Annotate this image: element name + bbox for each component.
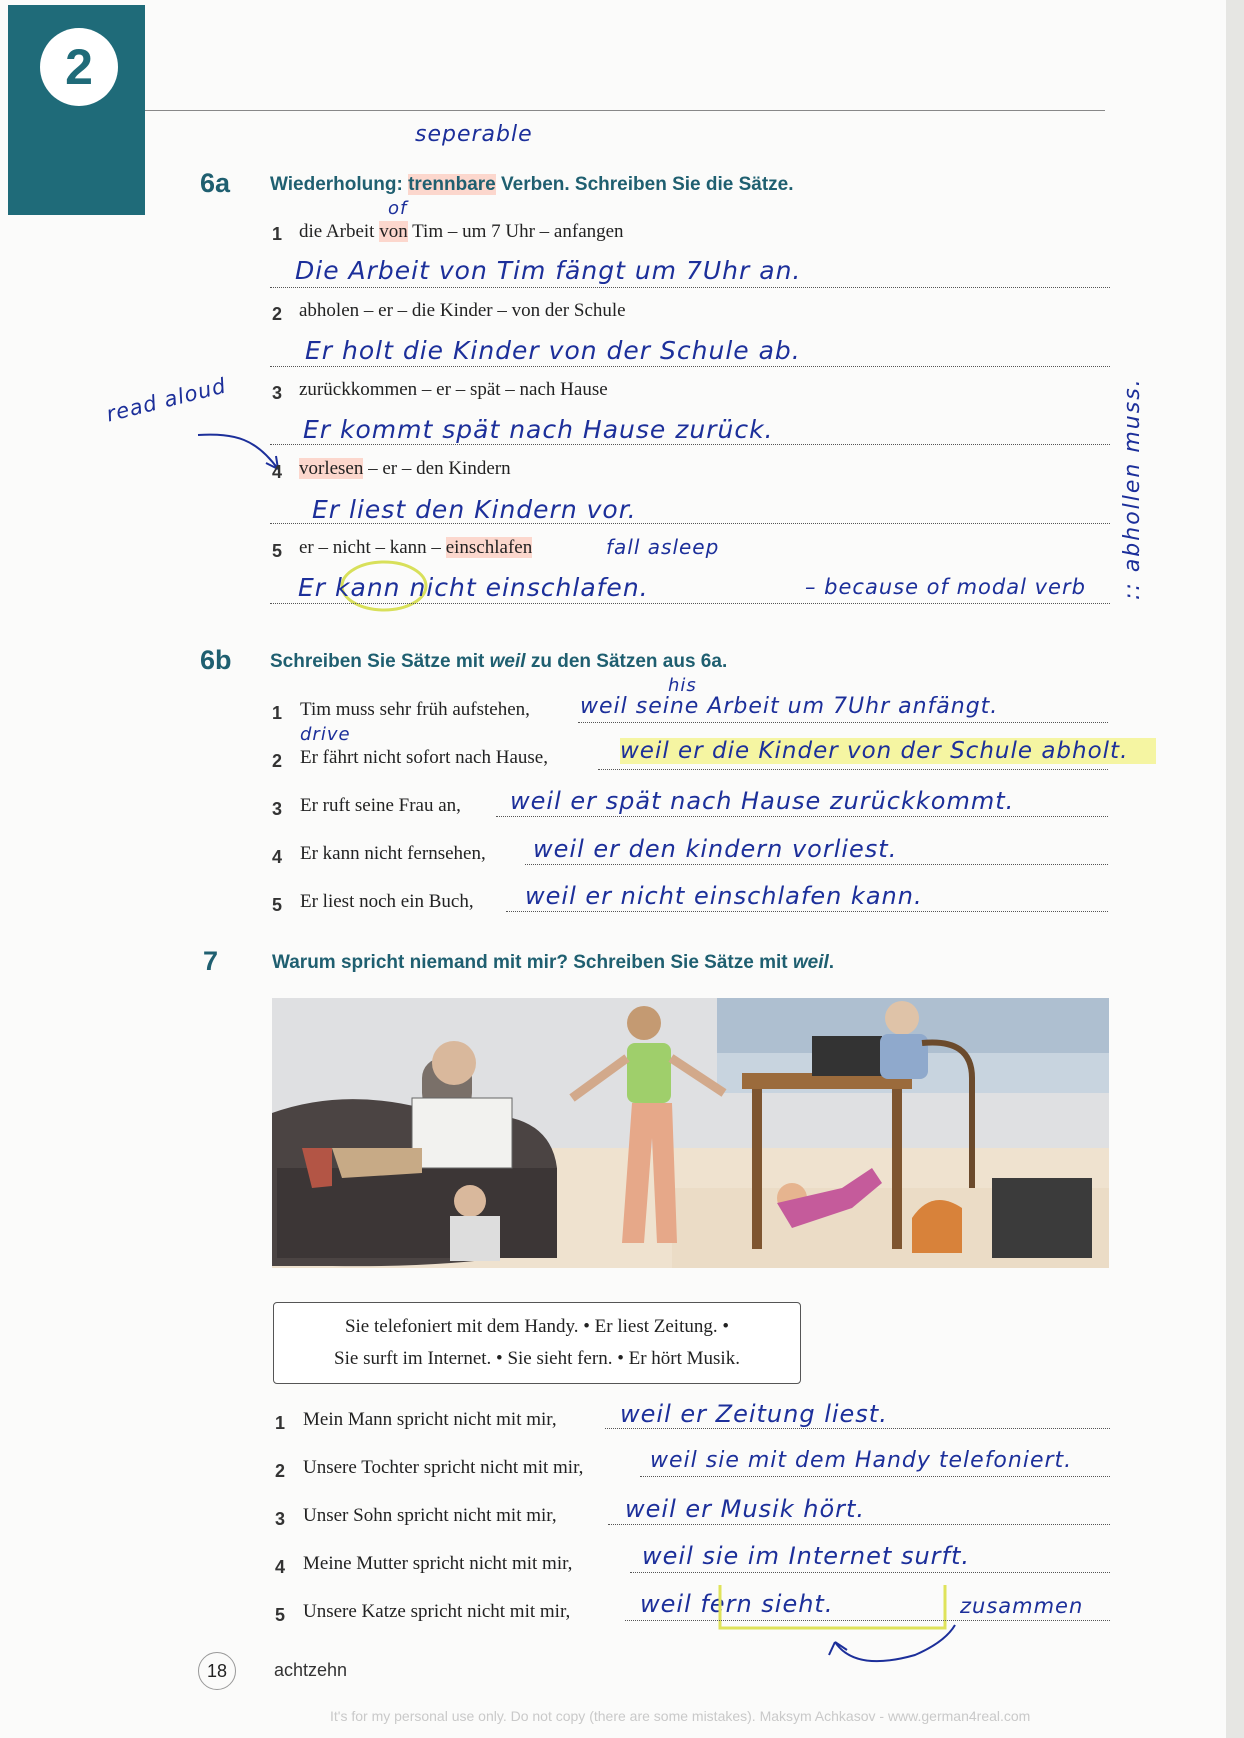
answer-6a-1: Die Arbeit von Tim fängt um 7Uhr an. (295, 256, 802, 285)
item-number: 3 (272, 383, 283, 403)
answer-line (640, 1476, 1110, 1477)
prompt-text: die Arbeit (299, 221, 380, 242)
answer-7-3: weil er Musik hört. (625, 1495, 866, 1523)
item-number: 1 (272, 703, 283, 723)
answer-line (270, 366, 1110, 367)
exercise-6b-label: 6b (200, 645, 232, 675)
item-number: 5 (275, 1605, 286, 1625)
answer-6b-5: weil er nicht einschlafen kann. (525, 882, 923, 910)
watermark: It's for my personal use only. Do not copy (there are some mistakes). Maksym Achkasov - www.german4real.com (330, 1708, 1031, 1724)
annotation-read-aloud: read aloud (103, 373, 229, 427)
annotation-seperable: seperable (415, 122, 533, 147)
page-number-word: achtzehn (274, 1660, 348, 1680)
answer-7-4: weil sie im Internet surft. (642, 1542, 971, 1570)
prompt-highlight: einschlafen (445, 537, 533, 558)
item-number: 2 (275, 1461, 286, 1481)
heading-text: Verben. Schreiben Sie die Sätze. (495, 174, 794, 195)
prompt-7-1: Mein Mann spricht nicht mit mir, (303, 1409, 557, 1430)
heading-highlight: trennbare (408, 174, 496, 195)
item-number: 2 (272, 304, 283, 324)
page-number: 18 (198, 1652, 236, 1690)
annotation-fall-asleep: fall asleep (606, 535, 720, 559)
answer-6a-2: Er holt die Kinder von der Schule ab. (305, 336, 801, 365)
answer-line (625, 1620, 1110, 1621)
item-number: 3 (272, 799, 283, 819)
heading-emphasis: weil (792, 952, 829, 973)
chapter-number: 2 (40, 28, 118, 106)
prompt-6a-2: abholen – er – die Kinder – von der Schule (299, 300, 626, 321)
word-box-line: Sie surft im Internet. • Sie sieht fern. • Er hört Musik. (334, 1348, 740, 1369)
answer-6b-1: weil seine Arbeit um 7Uhr anfängt. (580, 694, 999, 719)
answer-6a-3: Er kommt spät nach Hause zurück. (303, 415, 774, 444)
item-number: 5 (272, 541, 283, 561)
answer-7-1: weil er Zeitung liest. (620, 1400, 888, 1428)
answer-6b-4: weil er den kindern vorliest. (533, 835, 898, 863)
answer-line (496, 816, 1108, 817)
exercise-7-label: 7 (203, 946, 219, 976)
heading-text: . (828, 952, 835, 973)
item-number: 4 (275, 1557, 286, 1577)
item-number: 5 (272, 895, 283, 915)
answer-line (598, 769, 1108, 770)
prompt-6b-1: Tim muss sehr früh aufstehen, (300, 699, 530, 720)
prompt-text: – er – den Kindern (363, 458, 511, 479)
answer-line (605, 1428, 1110, 1429)
answer-line (270, 444, 1110, 445)
answer-6a-4: Er liest den Kindern vor. (312, 495, 637, 524)
exercise-6b-heading (270, 651, 727, 673)
heading-text: Warum spricht niemand mit mir? Schreiben Sie Sätze mit (272, 952, 793, 973)
prompt-7-5: Unsere Katze spricht nicht mit mir, (303, 1601, 571, 1622)
answer-6b-2: weil er die Kinder von der Schule abholt. (620, 738, 1156, 764)
answer-7-5: weil fern sieht. (640, 1590, 834, 1618)
item-number: 1 (272, 224, 283, 244)
prompt-6b-5: Er liest noch ein Buch, (300, 891, 474, 912)
heading-emphasis: weil (489, 651, 526, 672)
word-box (273, 1302, 801, 1384)
answer-line (630, 1572, 1110, 1573)
heading-text: Schreiben Sie Sätze mit (270, 651, 490, 672)
prompt-6b-4: Er kann nicht fernsehen, (300, 843, 486, 864)
answer-7-2: weil sie mit dem Handy telefoniert. (650, 1448, 1073, 1473)
prompt-6b-3: Er ruft seine Frau an, (300, 795, 461, 816)
answer-line (270, 603, 1110, 604)
prompt-6b-2: Er fährt nicht sofort nach Hause, (300, 747, 548, 768)
heading-text: Wiederholung: (270, 174, 409, 195)
item-number: 3 (275, 1509, 286, 1529)
item-number: 4 (272, 462, 283, 482)
annotation-modal-verb: – because of modal verb (805, 575, 1086, 599)
answer-line (506, 911, 1108, 912)
answer-line (525, 864, 1108, 865)
prompt-7-3: Unser Sohn spricht nicht mit mir, (303, 1505, 557, 1526)
annotation-of: of (388, 198, 408, 219)
answer-line (270, 523, 1110, 524)
answer-6a-5: Er kann nicht einschlafen. (298, 573, 649, 602)
prompt-text: Tim – um 7 Uhr – anfangen (407, 221, 624, 242)
item-number: 1 (275, 1413, 286, 1433)
prompt-6a-4 (299, 458, 511, 480)
annotation-zusammen: zusammen (960, 1594, 1084, 1618)
page-edge (1226, 0, 1244, 1738)
prompt-6a-3: zurückkommen – er – spät – nach Hause (299, 379, 608, 400)
item-number: 4 (272, 847, 283, 867)
annotation-his: his (668, 675, 697, 696)
answer-line (608, 1524, 1110, 1525)
item-number: 2 (272, 751, 283, 771)
heading-text: zu den Sätzen aus 6a. (525, 651, 728, 672)
bracket-arrow-icon (715, 1580, 965, 1680)
prompt-6a-5 (299, 537, 532, 559)
word-box-line: Sie telefoniert mit dem Handy. • Er liest Zeitung. • (344, 1316, 730, 1337)
prompt-text: er – nicht – kann – (299, 537, 446, 558)
answer-6b-3: weil er spät nach Hause zurückkommt. (510, 787, 1015, 815)
answer-line (270, 287, 1110, 288)
family-illustration (272, 998, 1109, 1268)
prompt-7-4: Meine Mutter spricht nicht mit mir, (303, 1553, 573, 1574)
header-rule (145, 110, 1105, 111)
side-annotation: :: abhollen muss. (1120, 377, 1145, 600)
annotation-drive: drive (300, 724, 351, 745)
exercise-6a-heading (270, 174, 794, 196)
exercise-7-heading (272, 952, 834, 974)
answer-line (578, 722, 1108, 723)
prompt-6a-1 (299, 221, 624, 243)
exercise-6a-label: 6a (200, 168, 231, 198)
prompt-7-2: Unsere Tochter spricht nicht mit mir, (303, 1457, 584, 1478)
prompt-highlight: vorlesen (299, 458, 364, 479)
prompt-highlight: von (379, 221, 408, 242)
